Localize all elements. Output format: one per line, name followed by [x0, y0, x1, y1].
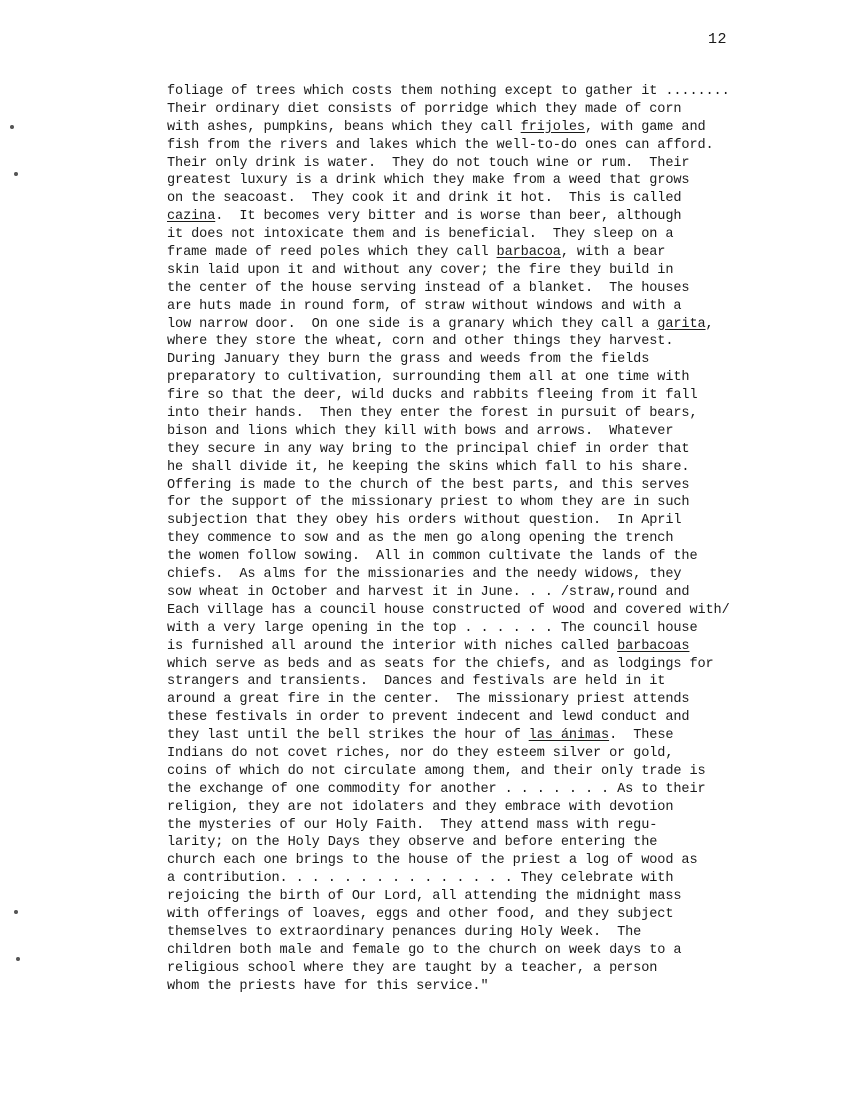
underlined-term: barbacoas [617, 638, 690, 654]
text-line [167, 530, 767, 548]
text-segment: bison and lions which they kill with bows and arrows. Whatever [167, 423, 674, 439]
text-segment: church each one brings to the house of the priest a log of wood as [167, 853, 698, 869]
text-segment: Their ordinary diet consists of porridge which they made of corn [167, 101, 682, 117]
underlined-term: las ánimas [528, 728, 610, 744]
text-line [167, 512, 767, 530]
text-line [167, 763, 767, 781]
text-line [167, 351, 767, 369]
text-line [167, 83, 767, 101]
text-segment: is furnished all around the interior with niches called [167, 638, 618, 654]
text-segment: subjection that they obey his orders without question. In April [167, 513, 682, 529]
text-line [167, 620, 767, 638]
text-segment: they commence to sow and as the men go along opening the trench [167, 531, 674, 547]
text-line [167, 190, 767, 208]
text-segment: rejoicing the birth of Our Lord, all attending the midnight mass [167, 889, 682, 905]
text-segment: preparatory to cultivation, surrounding them all at one time with [167, 370, 690, 386]
underlined-term: cazina [167, 209, 216, 225]
text-line [167, 548, 767, 566]
text-line [167, 172, 767, 190]
text-line [167, 226, 767, 244]
text-line [167, 852, 767, 870]
margin-mark [10, 125, 14, 129]
text-segment: he shall divide it, he keeping the skins which fall to his share. [167, 459, 690, 475]
text-line [167, 423, 767, 441]
text-segment: on the seacoast. They cook it and drink it hot. This is called [167, 191, 682, 207]
text-line [167, 208, 767, 226]
text-segment: Each village has a council house constructed of wood and covered with/ [167, 602, 730, 618]
text-segment: Their only drink is water. They do not touch wine or rum. Their [167, 155, 690, 171]
text-line [167, 477, 767, 495]
text-line [167, 333, 767, 351]
text-segment: themselves to extraordinary penances during Holy Week. The [167, 924, 642, 940]
text-line [167, 280, 767, 298]
margin-mark [14, 172, 18, 176]
text-line [167, 870, 767, 888]
margin-mark [14, 910, 18, 914]
text-line [167, 137, 767, 155]
text-segment: coins of which do not circulate among them, and their only trade is [167, 763, 706, 779]
text-segment: religion, they are not idolaters and they embrace with devotion [167, 799, 674, 815]
text-line [167, 691, 767, 709]
text-line [167, 602, 767, 620]
text-line [167, 262, 767, 280]
text-segment: strangers and transients. Dances and festivals are held in it [167, 674, 666, 690]
text-line [167, 387, 767, 405]
text-segment: fish from the rivers and lakes which the well-to-do ones can afford. [167, 137, 714, 153]
text-segment: into their hands. Then they enter the forest in pursuit of bears, [167, 406, 698, 422]
text-segment: religious school where they are taught by a teacher, a person [167, 960, 658, 976]
text-line [167, 727, 767, 745]
text-segment: greatest luxury is a drink which they make from a weed that grows [167, 173, 690, 189]
text-line [167, 298, 767, 316]
text-line [167, 745, 767, 763]
underlined-term: frijoles [520, 119, 585, 135]
margin-mark [16, 957, 20, 961]
underlined-term: barbacoa [496, 245, 561, 261]
text-segment: fire so that the deer, wild ducks and rabbits fleeing from it fall [167, 388, 698, 404]
text-segment: which serve as beds and as seats for the chiefs, and as lodgings for [167, 656, 714, 672]
text-segment: , [705, 316, 714, 332]
text-line [167, 101, 767, 119]
text-segment: where they store the wheat, corn and other things they harvest. [167, 334, 674, 350]
text-segment: chiefs. As alms for the missionaries and the needy widows, they [167, 567, 682, 583]
text-segment: around a great fire in the center. The missionary priest attends [167, 692, 690, 708]
text-segment: foliage of trees which costs them nothing except to gather it ........ [167, 84, 730, 99]
text-line [167, 155, 767, 173]
text-segment: with offerings of loaves, eggs and other food, and they subject [167, 906, 674, 922]
text-segment: larity; on the Holy Days they observe and before entering the [167, 835, 658, 851]
text-line [167, 906, 767, 924]
text-segment: frame made of reed poles which they call [167, 245, 497, 261]
text-segment: with a very large opening in the top . . . . . . The council house [167, 620, 698, 636]
text-segment: Offering is made to the church of the best parts, and this serves [167, 477, 690, 493]
text-segment: the exchange of one commodity for another . . . . . . . As to their [167, 781, 706, 797]
text-line [167, 316, 767, 334]
text-line [167, 834, 767, 852]
text-segment: low narrow door. On one side is a granary which they call a [167, 316, 658, 332]
text-segment: . It becomes very bitter and is worse than beer, although [215, 209, 682, 225]
text-line [167, 638, 767, 656]
text-line [167, 494, 767, 512]
text-segment: , with game and [584, 119, 706, 135]
text-segment: the women follow sowing. All in common cultivate the lands of the [167, 549, 698, 565]
text-segment: they secure in any way bring to the principal chief in order that [167, 441, 690, 457]
document-body [167, 83, 767, 995]
text-line [167, 405, 767, 423]
text-segment: whom the priests have for this service." [167, 978, 489, 994]
text-segment: it does not intoxicate them and is beneficial. They sleep on a [167, 227, 674, 243]
text-line [167, 709, 767, 727]
text-line [167, 441, 767, 459]
text-segment: a contribution. . . . . . . . . . . . . . . They celebrate with [167, 871, 674, 887]
text-line [167, 888, 767, 906]
page-number: 12 [708, 31, 728, 48]
text-line [167, 244, 767, 262]
text-segment: sow wheat in October and harvest it in June. . . /straw,round and [167, 584, 690, 600]
text-segment: , with a bear [560, 245, 666, 261]
text-segment: . These [609, 728, 674, 744]
text-line [167, 960, 767, 978]
text-segment: with ashes, pumpkins, beans which they call [167, 119, 521, 135]
text-line [167, 369, 767, 387]
text-line [167, 656, 767, 674]
text-line [167, 584, 767, 602]
text-line [167, 978, 767, 996]
text-line [167, 781, 767, 799]
text-segment: skin laid upon it and without any cover; the fire they build in [167, 262, 674, 278]
text-line [167, 459, 767, 477]
text-line [167, 673, 767, 691]
text-segment: During January they burn the grass and weeds from the fields [167, 352, 650, 368]
text-segment: children both male and female go to the church on week days to a [167, 942, 682, 958]
underlined-term: garita [657, 316, 706, 332]
text-segment: Indians do not covet riches, nor do they esteem silver or gold, [167, 745, 674, 761]
text-line [167, 924, 767, 942]
text-segment: for the support of the missionary priest to whom they are in such [167, 495, 690, 511]
text-segment: these festivals in order to prevent indecent and lewd conduct and [167, 710, 690, 726]
text-line [167, 817, 767, 835]
text-segment: they last until the bell strikes the hour of [167, 728, 529, 744]
text-line [167, 566, 767, 584]
text-segment: the mysteries of our Holy Faith. They attend mass with regu- [167, 817, 658, 833]
text-line [167, 119, 767, 137]
text-segment: are huts made in round form, of straw without windows and with a [167, 298, 682, 314]
text-line [167, 942, 767, 960]
text-line [167, 799, 767, 817]
text-segment: the center of the house serving instead of a blanket. The houses [167, 280, 690, 296]
